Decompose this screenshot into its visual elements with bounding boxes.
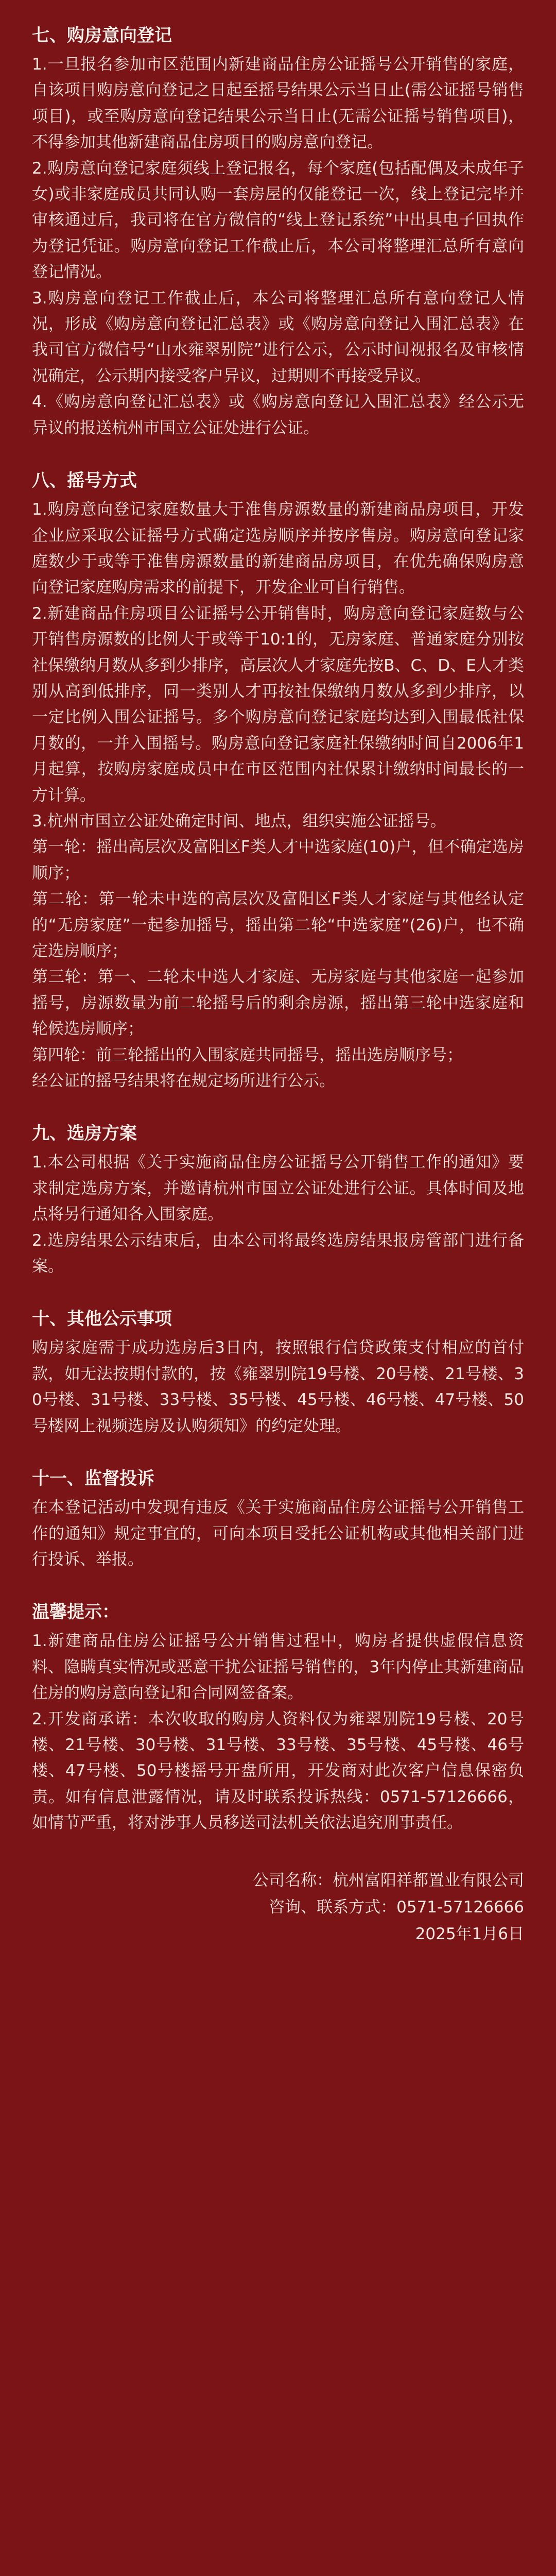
section-complaints [32,1465,524,1572]
section-house-selection [32,1120,524,1279]
section-paragraph: 在本登记活动中发现有违反《关于实施商品住房公证摇号公开销售工作的通知》规定事宜的，可向本项目受托公证机构或其他相关部门进行投诉、举报。 [32,1498,524,1569]
section-paragraph: 4.《购房意向登记汇总表》或《购房意向登记入围汇总表》经公示无异议的报送杭州市国立公证处进行公证。 [32,393,524,437]
section-title: 十一、监督投诉 [32,1468,154,1489]
section-paragraph: 3.购房意向登记工作截止后，本公司将整理汇总所有意向登记人情况，形成《购房意向登记汇总表》或《购房意向登记入围汇总表》在我司官方微信号“山水雍翠别院”进行公示，公示时间视报名及审核情况确定，公示期内接受客户异议，过期则不再接受异议。 [32,289,524,385]
section-title: 八、摇号方式 [32,470,137,492]
section-paragraph: 1.购房意向登记家庭数量大于准售房源数量的新建商品房项目，开发企业应采取公证摇号方式确定选房顺序并按序售房。购房意向登记家庭数少于或等于准售房源数量的新建商品房项目，在优先确保购房意向登记家庭购房需求的前提下，开发企业可自行销售。 [32,500,524,597]
company-name: 公司名称：杭州富阳祥都置业有限公司 [253,1871,524,1890]
section-other-matters [32,1305,524,1439]
section-paragraph: 2.开发商承诺：本次收取的购房人资料仅为雍翠别院19号楼、20号楼、21号楼、30号楼、31号楼、33号楼、35号楼、45号楼、46号楼、47号楼、50号楼摇号开盘所用，开发商对此次客户信息保密负责。如有信息泄露情况，请及时联系投诉热线：0571-57126666，如情节严重，将对涉事人员移送司法机关依法追究刑事责任。 [32,1709,524,1833]
section-reminder [32,1598,524,1836]
section-paragraph: 2.选房结果公示结束后，由本公司将最终选房结果报房管部门进行备案。 [32,1231,524,1276]
section-paragraph: 第二轮：第一轮未中选的高层次及富阳区F类人才家庭与其他经认定的“无房家庭”一起参加摇号，摇出第二轮“中选家庭”(26)户，也不确定选房顺序； [32,890,524,960]
section-paragraph: 第三轮：第一、二轮未中选人才家庭、无房家庭与其他家庭一起参加摇号，房源数量为前二轮摇号后的剩余房源，摇出第三轮中选家庭和轮候选房顺序； [32,968,524,1039]
section-paragraph: 2.新建商品住房项目公证摇号公开销售时，购房意向登记家庭数与公开销售房源数的比例大于或等于10:1的，无房家庭、普通家庭分别按社保缴纳月数从多到少排序，高层次人才家庭先按B、C、D、E人才类别从高到低排序，同一类别人才再按社保缴纳月数从多到少排序，以一定比例入围公证摇号。多个购房意向登记家庭均达到入围最低社保月数的，一并入围摇号。购房意向登记家庭社保缴纳时间自2006年1月起算，按购房家庭成员中在市区范围内社保累计缴纳时间最长的一方计算。 [32,604,524,805]
section-title: 九、选房方案 [32,1123,137,1144]
section-registration [32,22,524,441]
section-paragraph: 1.本公司根据《关于实施商品住房公证摇号公开销售工作的通知》要求制定选房方案，并邀请杭州市国立公证处进行公证。具体时间及地点将另行通知各入围家庭。 [32,1153,524,1224]
section-paragraph: 3.杭州市国立公证处确定时间、地点，组织实施公证摇号。 [32,811,446,831]
section-title: 温馨提示： [32,1602,119,1623]
publish-date: 2025年1月6日 [415,1924,524,1943]
section-paragraph: 1.新建商品住房公证摇号公开销售过程中，购房者提供虚假信息资料、隐瞒真实情况或恶意干扰公证摇号销售的，3年内停止其新建商品住房的购房意向登记和合同网签备案。 [32,1632,524,1703]
section-paragraph: 第四轮：前三轮摇出的入围家庭共同摇号，摇出选房顺序号； [32,1045,463,1064]
footer [32,1867,524,1947]
section-paragraph: 2.购房意向登记家庭须线上登记报名，每个家庭(包括配偶及未成年子女)或非家庭成员共同认购一套房屋的仅能登记一次，线上登记完毕并审核通过后，我司将在官方微信的“线上登记系统”中出具电子回执作为登记凭证。购房意向登记工作截止后，本公司将整理汇总所有意向登记情况。 [32,159,524,282]
contact-phone: 咨询、联系方式：0571-57126666 [269,1897,524,1917]
section-title: 七、购房意向登记 [32,25,172,46]
section-title: 十、其他公示事项 [32,1309,172,1330]
section-paragraph: 1.一旦报名参加市区范围内新建商品住房公证摇号公开销售的家庭，自该项目购房意向登记之日起至摇号结果公示当日止(需公证摇号销售项目)，或至购房意向登记结果公示当日止(无需公证摇号销售项目)，不得参加其他新建商品住房项目的购房意向登记。 [32,55,524,152]
section-paragraph: 第一轮：摇出高层次及富阳区F类人才中选家庭(10)户，但不确定选房顺序； [32,838,524,883]
section-paragraph: 购房家庭需于成功选房后3日内，按照银行信贷政策支付相应的首付款，如无法按期付款的，按《雍翠别院19号楼、20号楼、21号楼、30号楼、31号楼、33号楼、35号楼、45号楼、46号楼、47号楼、50号楼网上视频选房及认购须知》的约定处理。 [32,1338,524,1435]
section-lottery-method [32,467,524,1094]
section-paragraph: 经公证的摇号结果将在规定场所进行公示。 [32,1072,335,1091]
